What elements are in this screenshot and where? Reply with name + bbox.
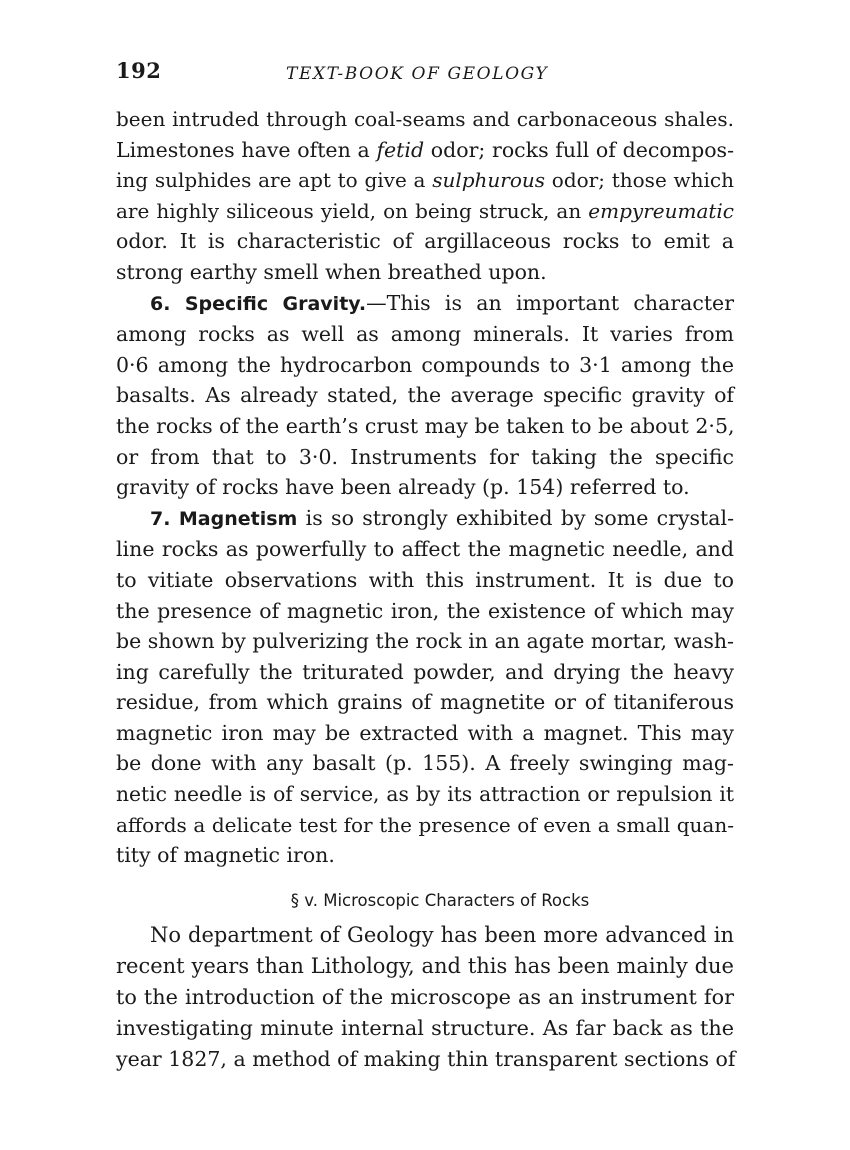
text-line: year 1827, a method of making thin transparent sections of [116, 1046, 736, 1071]
text-line: or from that to 3·0. Instruments for taking the specific [116, 444, 734, 469]
text-line [116, 196, 734, 227]
italic-term-sulphurous: sulphurous [432, 168, 546, 193]
text-line: affords a delicate test for the presence of even a small quan- [116, 812, 734, 837]
text-run: Limestones have often a [116, 137, 377, 162]
text-line: residue, from which grains of magnetite or of titaniferous [116, 690, 734, 715]
specific-gravity-heading: 6. Specific Gravity. [150, 292, 367, 315]
text-line: be shown by pulverizing the rock in an agate mortar, wash- [116, 629, 734, 654]
text-line: odor. It is characteristic of argillaceous rocks to emit a [116, 229, 734, 254]
page-number: 192 [116, 58, 162, 83]
text-line: to vitiate observations with this instrument. It is due to [116, 567, 734, 592]
text-line: investigating minute internal structure. As far back as the [116, 1015, 734, 1040]
magnetism-heading: 7. Magnetism [150, 507, 298, 530]
text-line: tity of magnetic iron. [116, 843, 335, 868]
text-line: among rocks as well as among minerals. It varies from [116, 322, 734, 347]
text-line: No department of Geology has been more advanced in [150, 922, 734, 947]
text-line: ing carefully the triturated powder, and drying the heavy [116, 659, 734, 684]
section-heading: § v. Microscopic Characters of Rocks [290, 890, 590, 910]
running-head: TEXT-BOOK OF GEOLOGY [286, 64, 549, 84]
page-header [116, 58, 734, 92]
text-line: strong earthy smell when breathed upon. [116, 259, 547, 284]
specific-gravity-paragraph [116, 288, 734, 503]
text-line: recent years than Lithology, and this has been mainly due [116, 953, 734, 978]
odor-paragraph [116, 104, 734, 288]
text-line: to the introduction of the microscope as an instrument for [116, 984, 734, 1009]
text-run: —This is an important character [366, 290, 734, 315]
text-line [116, 135, 734, 166]
microscopic-paragraph [116, 920, 734, 1075]
text-run: are highly siliceous yield, on being struck, an [116, 198, 589, 223]
text-line: be done with any basalt (p. 155). A freely swinging mag- [116, 751, 734, 776]
text-line: been intruded through coal-seams and carbonaceous shales. [116, 107, 734, 131]
text-line [116, 288, 734, 320]
text-line: basalts. As already stated, the average specific gravity of [116, 383, 734, 408]
text-line: the presence of magnetic iron, the existence of which may [116, 598, 734, 623]
text-line: line rocks as powerfully to affect the magnetic needle, and [116, 537, 734, 562]
text-run: is so strongly exhibited by some crystal- [297, 505, 734, 530]
italic-term-empyreumatic: empyreumatic [588, 198, 734, 223]
text-line: gravity of rocks have been already (p. 154) referred to. [116, 475, 690, 500]
book-page [116, 58, 734, 1075]
text-run: ing sulphides are apt to give a [116, 168, 433, 193]
italic-term-fetid: fetid [376, 137, 425, 162]
text-run: odor; those which [545, 168, 734, 193]
text-line: the rocks of the earth’s crust may be taken to be about 2·5, [116, 413, 735, 438]
text-line [116, 503, 734, 535]
text-run: odor; rocks full of decompos- [424, 137, 735, 162]
text-line: magnetic iron may be extracted with a magnet. This may [116, 720, 734, 745]
magnetism-paragraph [116, 503, 734, 871]
text-line: netic needle is of service, as by its attraction or repulsion it [116, 782, 734, 807]
text-line [116, 165, 734, 196]
text-line: 0·6 among the hydrocarbon compounds to 3·1 among the [116, 352, 734, 377]
